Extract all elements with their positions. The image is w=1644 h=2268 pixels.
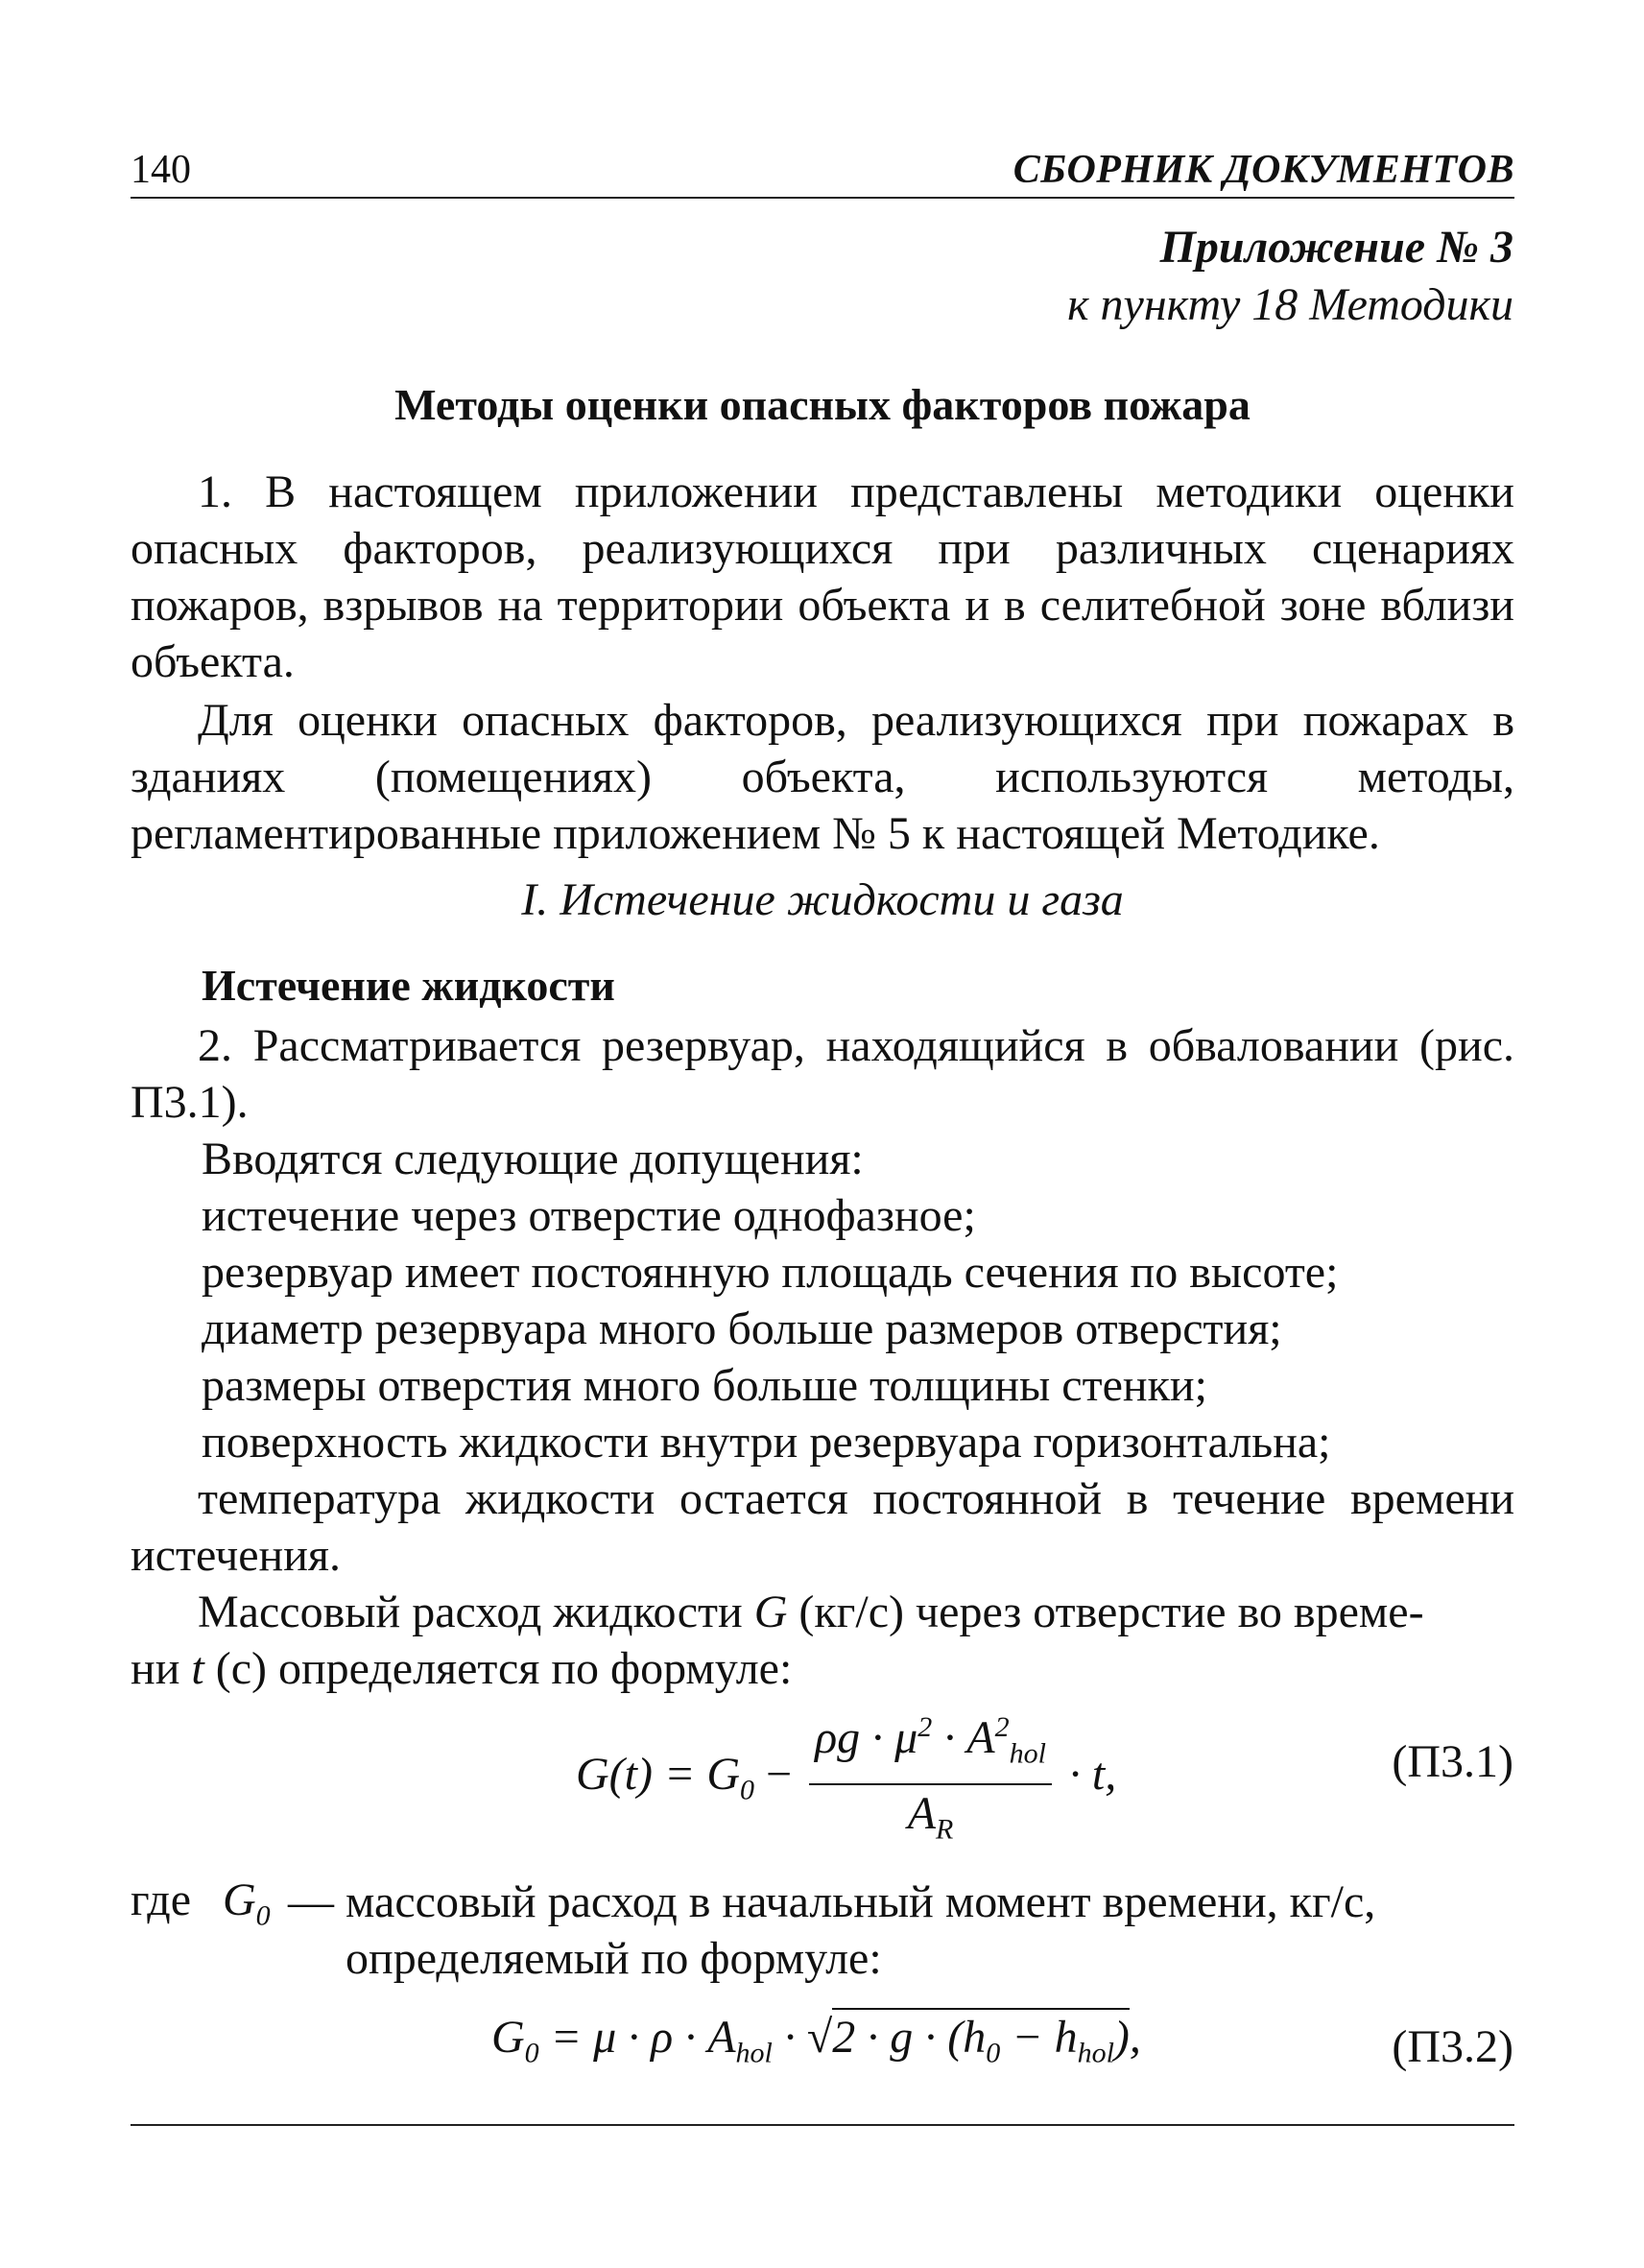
formula-sub: hol [1009,1737,1046,1770]
running-title: СБОРНИК ДОКУМЕНТОВ [1013,148,1514,192]
sqrt-text: ) [1113,2012,1130,2063]
formula-rhs: = μ · ρ · A [538,2012,736,2063]
symbol-G: G [753,1587,788,1637]
equation-number-1: (П3.1) [1392,1736,1513,1787]
formula-sup: 2 [917,1711,933,1743]
formula-lhs: G [491,2012,525,2063]
equation-number-2: (П3.2) [1392,2021,1513,2072]
assumption-item: резервуар имеет постоянную площадь сечения по высоте; [202,1247,1339,1298]
section-title: Методы оценки опасных факторов пожара [394,380,1251,429]
formula-minus: − [754,1749,804,1801]
running-header [131,139,1514,199]
bold-heading: Истечение жидкости [202,961,615,1010]
assumption-last: температура жидкости остается постоянной в течение времени истечения. [131,1473,1514,1581]
sqrt-body [832,2008,1130,2069]
footer-divider [131,2124,1514,2126]
sqrt-text: 2 · g · (h [832,2012,987,2063]
where-symbol [223,1874,271,1933]
formula-rhs: · [772,2012,807,2063]
formula-tail: , [1129,2012,1141,2063]
assumption-item: размеры отверстия много больше толщины стенки; [202,1360,1207,1411]
formula-num-text: ρg · μ [815,1712,918,1763]
where-line-1: — массовый расход в начальный момент времени, кг/с, [288,1876,1376,1927]
paragraph-1: 1. В настоящем приложении представлены методики оценки опасных факторов, реализующихся при различных сценариях пожаров, взрывов на территории объекта и в селитебной зоне вблизи объекта. [131,466,1514,687]
assumptions-intro: Вводятся следующие допущения: [202,1134,864,1184]
formula-num-A: · A [932,1712,995,1763]
p4-text: (кг/с) через отверстие во време- [787,1587,1424,1637]
formula-numerator [809,1699,1052,1785]
formula-tail: · t, [1057,1749,1117,1801]
formula-sub: 0 [740,1774,755,1806]
p4-text: Массовый расход жидкости [198,1587,754,1637]
p4-text: ни [131,1643,192,1694]
formula-p3-1 [576,1699,1116,1858]
formula-fraction [809,1699,1052,1858]
formula-sub: hol [735,2037,773,2069]
formula-sup: 2 [994,1711,1010,1743]
formula-sub: 0 [524,2037,539,2069]
paragraph-3: 2. Рассматривается резервуар, находящийся в обваловании (рис. П3.1). [131,1020,1514,1128]
where-label: где [131,1874,192,1925]
formula-sub: hol [1077,2037,1114,2069]
symbol-t: t [191,1643,204,1694]
paragraph-2: Для оценки опасных факторов, реализующихся при пожарах в зданиях (помещениях) объекта, используются методы, регламентированные приложением № 5 к настоящей Методике. [131,695,1514,859]
subsection-title: I. Истечение жидкости и газа [521,874,1124,925]
assumption-item: истечение через отверстие однофазное; [202,1190,976,1241]
sqrt-text: − h [1000,2012,1078,2063]
sqrt-icon: √ [806,2012,833,2063]
where-line-2: определяемый по формуле: [345,1933,882,1984]
appendix-reference: к пункту 18 Методики [1067,279,1513,330]
assumption-item: диаметр резервуара много больше размеров отверстия; [202,1303,1282,1354]
formula-p3-2 [491,2011,1141,2070]
where-symbol-G: G [223,1874,256,1925]
p4-text: (с) определяется по формуле: [203,1643,793,1694]
appendix-number: Приложение № 3 [1159,222,1513,273]
formula-sub: 0 [255,1899,271,1932]
formula-denominator [809,1785,1052,1859]
formula-lhs: G(t) = G [576,1749,741,1801]
paragraph-4 [131,1584,1514,1697]
page-number: 140 [131,148,191,192]
formula-sub: 0 [986,2037,1001,2069]
assumption-item: поверхность жидкости внутри резервуара горизонтальна; [202,1417,1331,1468]
formula-den-text: A [907,1787,937,1839]
formula-sub: R [936,1813,954,1846]
